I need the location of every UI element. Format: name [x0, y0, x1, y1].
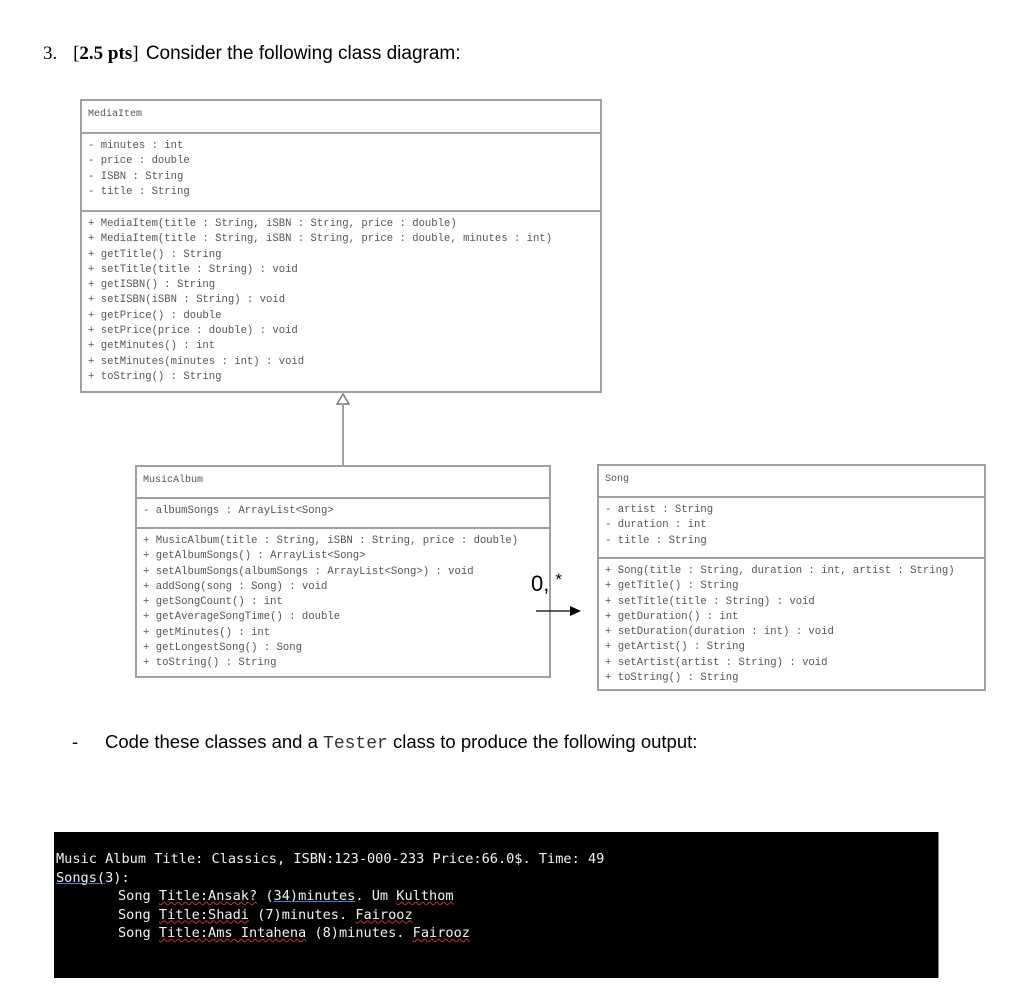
song-artist: Fairooz	[355, 906, 413, 923]
multiplicity-low: 0,	[531, 571, 550, 596]
method: + toString() : String	[143, 657, 277, 670]
question-text: Consider the following class diagram:	[145, 43, 461, 64]
console-header-line: Music Album Title: Classics, ISBN:123-000-233 Price:66.0$. Time: 49	[56, 851, 605, 867]
attribute: - minutes : int	[88, 140, 184, 152]
song-prefix: Song	[118, 906, 159, 923]
question-header	[43, 42, 461, 66]
method: + getAverageSongTime() : double	[143, 611, 341, 624]
class-name: MusicAlbum	[143, 475, 204, 486]
method: + MediaItem(title : String, iSBN : String, price : double)	[88, 218, 457, 230]
console-songs-line	[56, 869, 938, 888]
method: + getMinutes() : int	[88, 340, 216, 353]
method: + toString() : String	[88, 370, 222, 383]
attribute: - title : String	[605, 534, 707, 547]
method: + setDuration(duration : int) : void	[605, 626, 834, 639]
song-mid: (7)minutes.	[248, 906, 356, 923]
question-number: 3.	[43, 43, 58, 64]
song-prefix: Song	[118, 888, 159, 904]
question-points: [2.5 pts]	[73, 43, 139, 64]
method: + toString() : String	[605, 672, 739, 685]
songs-count: 3):	[105, 869, 130, 886]
method: + getSongCount() : int	[143, 596, 283, 609]
song-title: Title:Ams Intahena	[158, 925, 307, 941]
method: + getPrice() : double	[88, 309, 222, 322]
method: + getISBN() : String	[88, 279, 216, 292]
instruction-bullet	[72, 730, 697, 756]
method: + getLongestSong() : Song	[143, 642, 302, 655]
method: + setTitle(title : String) : void	[605, 595, 815, 608]
method: + Song(title : String, duration : int, artist : String)	[605, 565, 955, 577]
method: + getTitle() : String	[605, 580, 739, 593]
method: + setTitle(title : String) : void	[88, 263, 298, 276]
class-musicalbum	[135, 465, 551, 678]
song-artist: Fairooz	[412, 925, 470, 941]
song-mid: (8)minutes.	[306, 925, 413, 941]
multiplicity-high: *	[555, 570, 562, 589]
class-mediaitem	[80, 99, 602, 393]
method: + setMinutes(minutes : int) : void	[88, 355, 305, 368]
attribute: - albumSongs : ArrayList<Song>	[143, 505, 334, 517]
instruction-text-after: class to produce the following output:	[387, 731, 698, 752]
method: + getTitle() : String	[88, 248, 222, 261]
song-title: Title:Ansak?	[158, 888, 258, 904]
console-song-line	[56, 906, 938, 925]
method: + setISBN(iSBN : String) : void	[88, 294, 286, 307]
methods-section	[137, 527, 549, 676]
methods-section	[82, 210, 600, 389]
attributes-section	[82, 132, 600, 210]
method: + getMinutes() : int	[143, 626, 271, 639]
class-name: Song	[605, 474, 630, 485]
method: + getArtist() : String	[605, 641, 745, 654]
method: + MediaItem(title : String, iSBN : String, price : double, minutes : int)	[88, 233, 553, 246]
method: + addSong(song : Song) : void	[143, 580, 328, 593]
attribute: - price : double	[88, 155, 190, 168]
association-arrow-icon	[536, 604, 582, 618]
song-prefix: Song	[118, 925, 159, 941]
attribute: - duration : int	[605, 519, 707, 532]
method: + getDuration() : int	[605, 610, 739, 623]
class-name: MediaItem	[88, 109, 143, 120]
method: + MusicAlbum(title : String, iSBN : String, price : double)	[143, 535, 519, 547]
song-mid: (	[257, 888, 274, 904]
method: + setArtist(artist : String) : void	[605, 656, 828, 669]
console-song-line	[56, 887, 938, 906]
song-artist: Kulthom	[396, 888, 454, 904]
song-title: Title:Shadi	[158, 906, 249, 923]
song-tail: . Um	[355, 888, 397, 904]
songs-label: Songs(	[56, 869, 106, 886]
inheritance-line	[342, 403, 344, 465]
class-song	[597, 464, 986, 691]
method: + getAlbumSongs() : ArrayList<Song>	[143, 550, 366, 563]
attribute: - ISBN : String	[88, 170, 184, 183]
attribute: - artist : String	[605, 504, 714, 516]
methods-section	[599, 557, 984, 690]
song-duration: 34)minutes	[273, 888, 356, 904]
console-song-line	[56, 924, 938, 943]
method: + setAlbumSongs(albumSongs : ArrayList<Song>) : void	[143, 565, 474, 578]
bullet-dash: -	[72, 731, 79, 752]
tester-class-name: Tester	[323, 734, 388, 754]
attributes-section	[599, 496, 984, 557]
attribute: - title : String	[88, 185, 190, 198]
console-output	[54, 832, 939, 978]
method: + setPrice(price : double) : void	[88, 325, 298, 338]
association-multiplicity	[531, 568, 562, 596]
attributes-section	[137, 497, 549, 527]
instruction-text-before: Code these classes and a	[105, 731, 324, 752]
